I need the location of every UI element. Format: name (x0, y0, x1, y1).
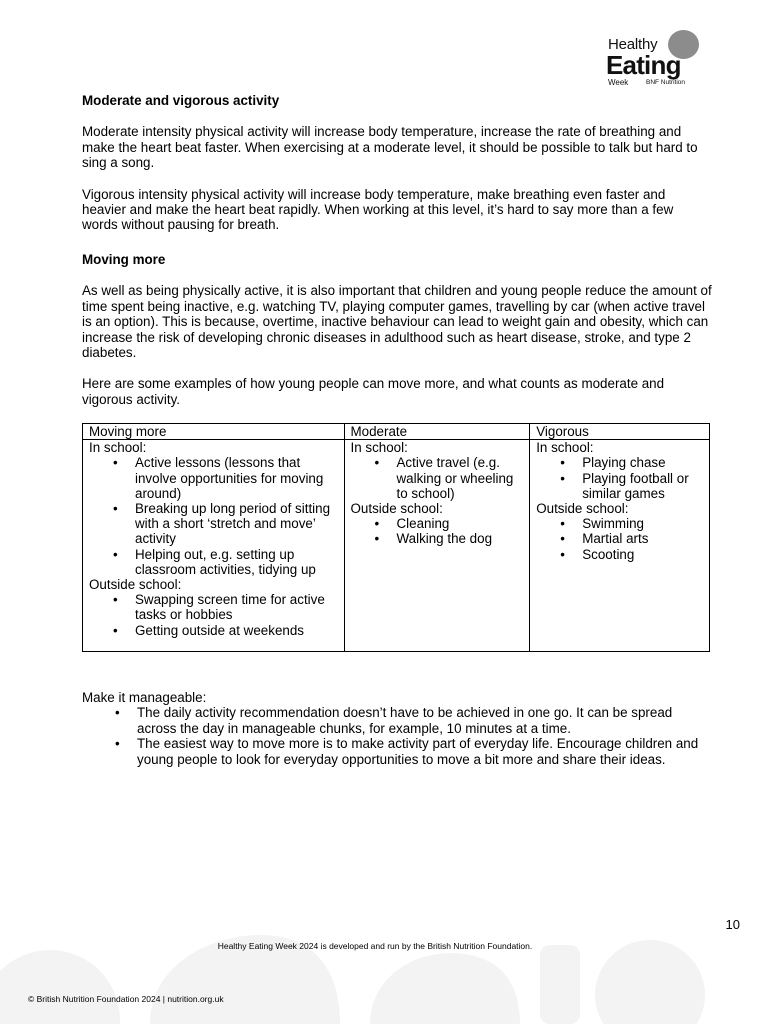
list-item: • The easiest way to move more is to make activity part of everyday life. Encourage children and young people to look for everyday opportunities to move a bit more and share their ideas. (137, 736, 712, 767)
in-school-label: In school: (350, 440, 408, 456)
section-moderate-vigorous (82, 93, 712, 233)
list-item: • The daily activity recommendation doesn’t have to be achieved in one go. It can be spread across the day in manageable chunks, for example, 10 minutes at a time. (137, 705, 712, 736)
table-cell-moving-more (83, 440, 345, 652)
footer-credit: Healthy Eating Week 2024 is developed and run by the British Nutrition Foundation. (217, 941, 533, 951)
outside-school-list (89, 592, 338, 638)
table-cell-moderate (344, 440, 530, 652)
list-item: • Scooting (582, 547, 703, 562)
logo-line-eating: Eating (606, 50, 681, 80)
table-header: Moving more (83, 424, 345, 440)
background-decoration (0, 925, 768, 1024)
manageable-intro: Make it manageable: (82, 690, 207, 705)
outside-school-label: Outside school: (89, 577, 182, 593)
list-item: • Getting outside at weekends (135, 623, 338, 638)
list-item: • Swimming (582, 516, 703, 531)
list-item: • Active lessons (lessons that involve opportunities for moving around) (135, 455, 338, 501)
table-row (83, 440, 710, 652)
outside-school-list (536, 516, 703, 562)
section-heading: Moderate and vigorous activity (82, 93, 280, 108)
paragraph: Moderate intensity physical activity will increase body temperature, increase the rate of breathing and make the heart beat faster. When exercising at a moderate level, it should be possible to talk but hard to sing a song. (82, 124, 698, 171)
table-header-row (83, 424, 710, 440)
page-number: 10 (725, 917, 740, 932)
outside-school-list (351, 516, 524, 546)
list-item: • Cleaning (397, 516, 524, 531)
list-item: • Playing football or similar games (582, 471, 703, 501)
outside-school-label: Outside school: (350, 501, 443, 517)
in-school-label: In school: (536, 440, 594, 456)
list-item: • Swapping screen time for active tasks or hobbies (135, 592, 338, 622)
paragraph: As well as being physically active, it is also important that children and young people reduce the amount of time spent being inactive, e.g. watching TV, playing computer games, travelling by car (when active travel is an option). This is because, overtime, inactive behaviour can lead to weight gain and obesity, which can increase the risk of developing chronic diseases in adulthood such as heart disease, stroke, and type 2 diabetes. (82, 283, 712, 361)
list-item: • Breaking up long period of sitting with a short ‘stretch and move’ activity (135, 501, 338, 547)
section-heading: Moving more (82, 252, 166, 267)
list-item: • Helping out, e.g. setting up classroom activities, tidying up (135, 547, 338, 577)
table-header: Moderate (344, 424, 530, 440)
footer-copyright: © British Nutrition Foundation 2024 | nutrition.org.uk (28, 994, 224, 1004)
list-item: • Active travel (e.g. walking or wheeling to school) (397, 455, 524, 501)
manageable-section (82, 690, 712, 767)
table-header: Vigorous (530, 424, 710, 440)
list-item: • Walking the dog (397, 531, 524, 546)
list-item: • Playing chase (582, 455, 703, 470)
manageable-list (82, 705, 712, 767)
logo-partner: BNF Nutrition (646, 79, 686, 86)
paragraph: Vigorous intensity physical activity will increase body temperature, make breathing even faster and heavier and make the heart beat rapidly. When working at this level, it’s hard to say more than a few words without pausing for breath. (82, 186, 674, 233)
table-cell-vigorous (530, 440, 710, 652)
in-school-label: In school: (89, 440, 147, 456)
activity-table (82, 423, 710, 652)
section-moving-more (82, 252, 712, 407)
in-school-list (351, 455, 524, 501)
list-item: • Martial arts (582, 531, 703, 546)
outside-school-label: Outside school: (536, 501, 629, 517)
healthy-eating-week-logo (606, 28, 702, 92)
in-school-list (536, 455, 703, 501)
logo-line-healthy: Healthy (608, 36, 658, 53)
paragraph: Here are some examples of how young people can move more, and what counts as moderate and vigorous activity. (82, 376, 665, 407)
logo-line-week: Week (608, 78, 629, 87)
in-school-list (89, 455, 338, 577)
